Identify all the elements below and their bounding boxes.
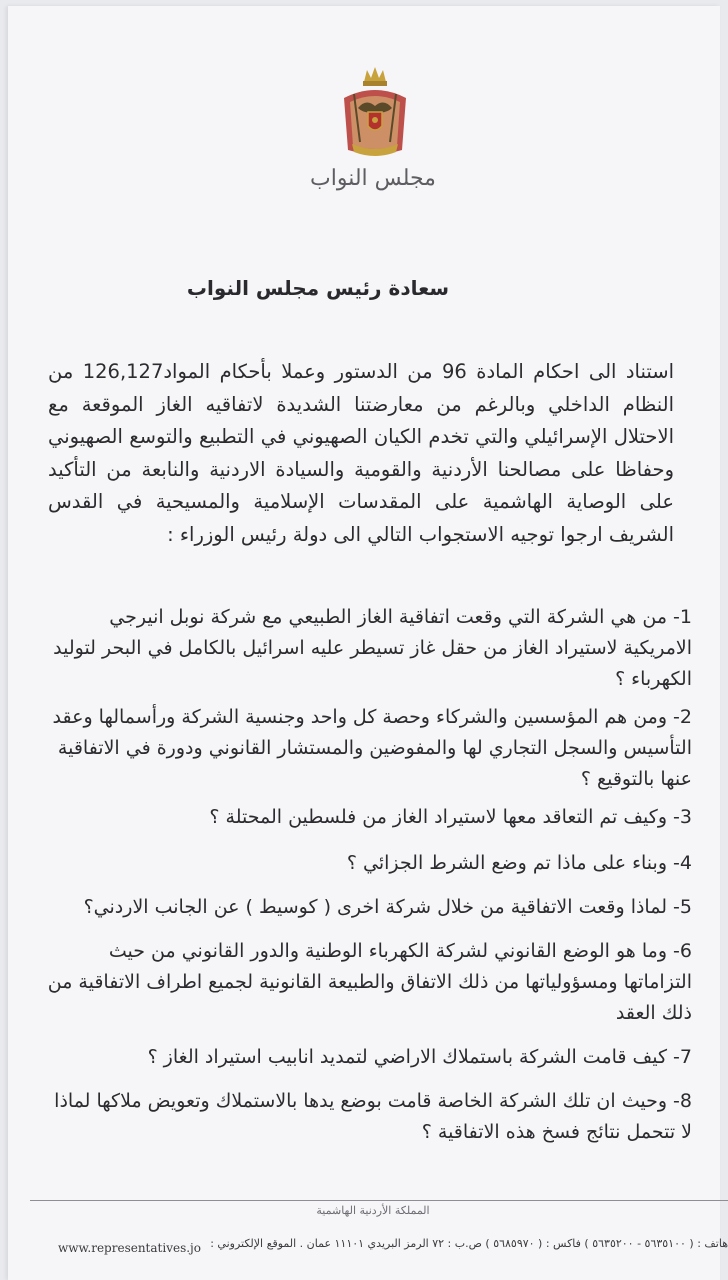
question-4: 4- وبناء على ماذا تم وضع الشرط الجزائي ؟: [346, 852, 692, 874]
coat-of-arms-icon: [336, 64, 414, 160]
question-1: 1- من هي الشركة التي وقعت اتفاقية الغاز الطبيعي مع شركة نوبل انيرجي الامريكية لاستيراد الغاز من حقل غاز تسيطر عليه اسرائيل بالكامل في البحر لتوليد الكهرباء ؟: [53, 606, 692, 690]
letter-addressee: سعادة رئيس مجلس النواب: [186, 276, 450, 300]
footer-divider: [30, 1200, 728, 1201]
question-5: 5- لماذا وقعت الاتفاقية من خلال شركة اخرى ( كوسيط ) عن الجانب الاردني؟: [83, 896, 692, 918]
letterhead-org-name: مجلس النواب: [310, 166, 436, 191]
footer-website: www.representatives.jo: [58, 1241, 201, 1255]
question-8: 8- وحيث ان تلك الشركة الخاصة قامت بوضع يدها بالاستملاك وتعويض ملاكها لماذا لا تتحمل نتائج فسخ هذه الاتفاقية ؟: [54, 1090, 692, 1143]
coat-of-arms-emblem: [336, 64, 414, 160]
footer-org-name: المملكة الأردنية الهاشمية: [316, 1204, 430, 1217]
footer-contact-info: هاتف : ( ٥٦٣٥١٠٠ - ٥٦٣٥٢٠٠ ) فاكس : ( ٥٦٨٥٩٧٠ ) ص.ب : ٧٢ الرمز البريدي ١١١٠١ عمان . الموقع الإلكتروني :: [210, 1237, 728, 1250]
letter-page: [8, 6, 728, 1280]
question-3: 3- وكيف تم التعاقد معها لاستيراد الغاز من فلسطين المحتلة ؟: [209, 806, 692, 828]
question-7: 7- كيف قامت الشركة باستملاك الاراضي لتمديد انابيب استيراد الغاز ؟: [147, 1046, 692, 1068]
question-2: 2- ومن هم المؤسسين والشركاء وحصة كل واحد وجنسية الشركة ورأسمالها وعقد التأسيس والسجل التجاري لها والمفوضين والمستشار القانوني ودورة في الاتفاقية عنها بالتوقيع ؟: [52, 706, 692, 790]
letter-intro-paragraph: استناد الى احكام المادة 96 من الدستور وعملا بأحكام المواد126,127 من النظام الداخلي وبالرغم من معارضتنا الشديدة لاتفاقيه الغاز الموقعة مع الاحتلال الإسرائيلي والتي تخدم الكيان الصهيوني في التطبيع والتوسع الصهيوني وحفاظا على مصالحنا الأردنية والقومية والسيادة الاردنية والنابعة من التأكيد على الوصاية الهاشمية على المقدسات الإسلامية والمسيحية في القدس الشريف ارجوا توجيه الاستجواب التالي الى دولة رئيس الوزراء :: [48, 360, 674, 546]
question-6: 6- وما هو الوضع القانوني لشركة الكهرباء الوطنية والدور القانوني من حيث التزاماتها ومسؤولياتها من ذلك الاتفاق والطبيعة القانونية لجميع اطراف الاتفاقية من ذلك العقد: [47, 940, 692, 1024]
